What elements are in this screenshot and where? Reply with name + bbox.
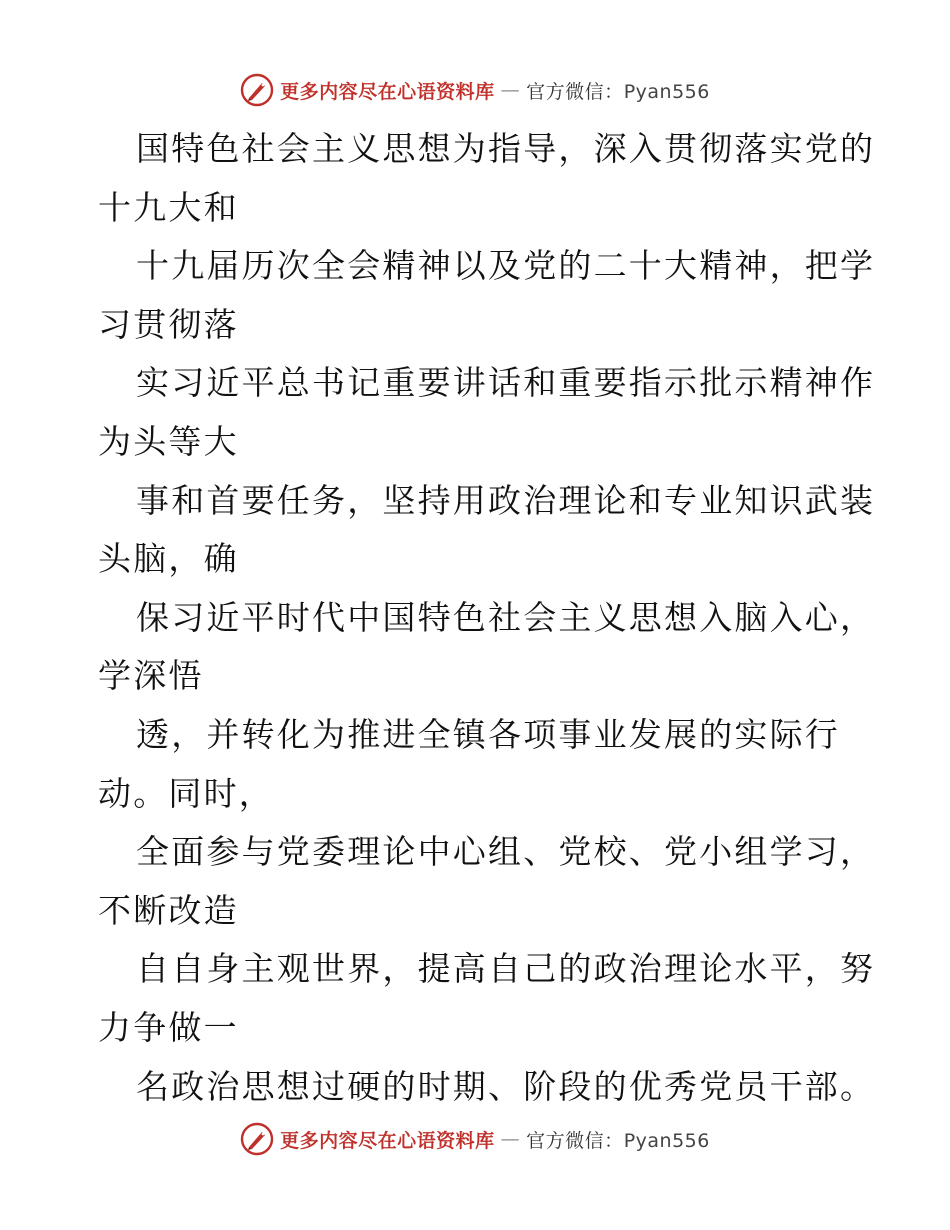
body-line: 习贯彻落 xyxy=(98,304,239,344)
pen-nib-logo-icon xyxy=(240,1122,274,1156)
body-line: 十九届历次全会精神以及党的二十大精神，把学 xyxy=(136,246,876,286)
header-brand-text: 更多内容尽在心语资料库 xyxy=(280,80,495,103)
body-line: 不断改造 xyxy=(98,890,239,930)
document-body xyxy=(98,120,876,1116)
body-line: 力争做一 xyxy=(98,1007,239,1047)
footer-wechat xyxy=(526,1126,710,1153)
footer-dash: — xyxy=(500,1128,521,1150)
header-wechat xyxy=(526,77,710,104)
body-line: 动。同时， xyxy=(98,773,274,813)
header-wechat-id: Pyan556 xyxy=(623,80,710,103)
footer-banner xyxy=(0,1119,950,1159)
body-line: 十九大和 xyxy=(98,187,239,227)
body-line: 国特色社会主义思想为指导，深入贯彻落实党的 xyxy=(136,129,876,168)
body-line: 学深悟 xyxy=(98,656,204,696)
body-line: 事和首要任务，坚持用政治理论和专业知识武装 xyxy=(136,480,876,520)
header-wechat-label: 官方微信： xyxy=(526,80,624,103)
body-line: 为头等大 xyxy=(98,421,239,461)
body-line: 名政治思想过硬的时期、阶段的优秀党员干部。 xyxy=(136,1066,876,1106)
body-line: 实习近平总书记重要讲话和重要指示批示精神作 xyxy=(136,363,876,403)
body-line: 自自身主观世界，提高自己的政治理论水平，努 xyxy=(136,949,876,989)
body-line: 头脑，确 xyxy=(98,539,239,579)
body-line: 全面参与党委理论中心组、党校、党小组学习， xyxy=(136,832,876,872)
pen-nib-logo-icon xyxy=(240,73,274,107)
body-line: 透，并转化为推进全镇各项事业发展的实际行 xyxy=(136,714,840,754)
footer-brand-text: 更多内容尽在心语资料库 xyxy=(280,1129,495,1152)
header-dash: — xyxy=(500,79,521,101)
body-line: 保习近平时代中国特色社会主义思想入脑入心， xyxy=(136,597,876,637)
footer-wechat-id: Pyan556 xyxy=(623,1129,710,1152)
header-banner xyxy=(0,70,950,110)
footer-wechat-label: 官方微信： xyxy=(526,1129,624,1152)
